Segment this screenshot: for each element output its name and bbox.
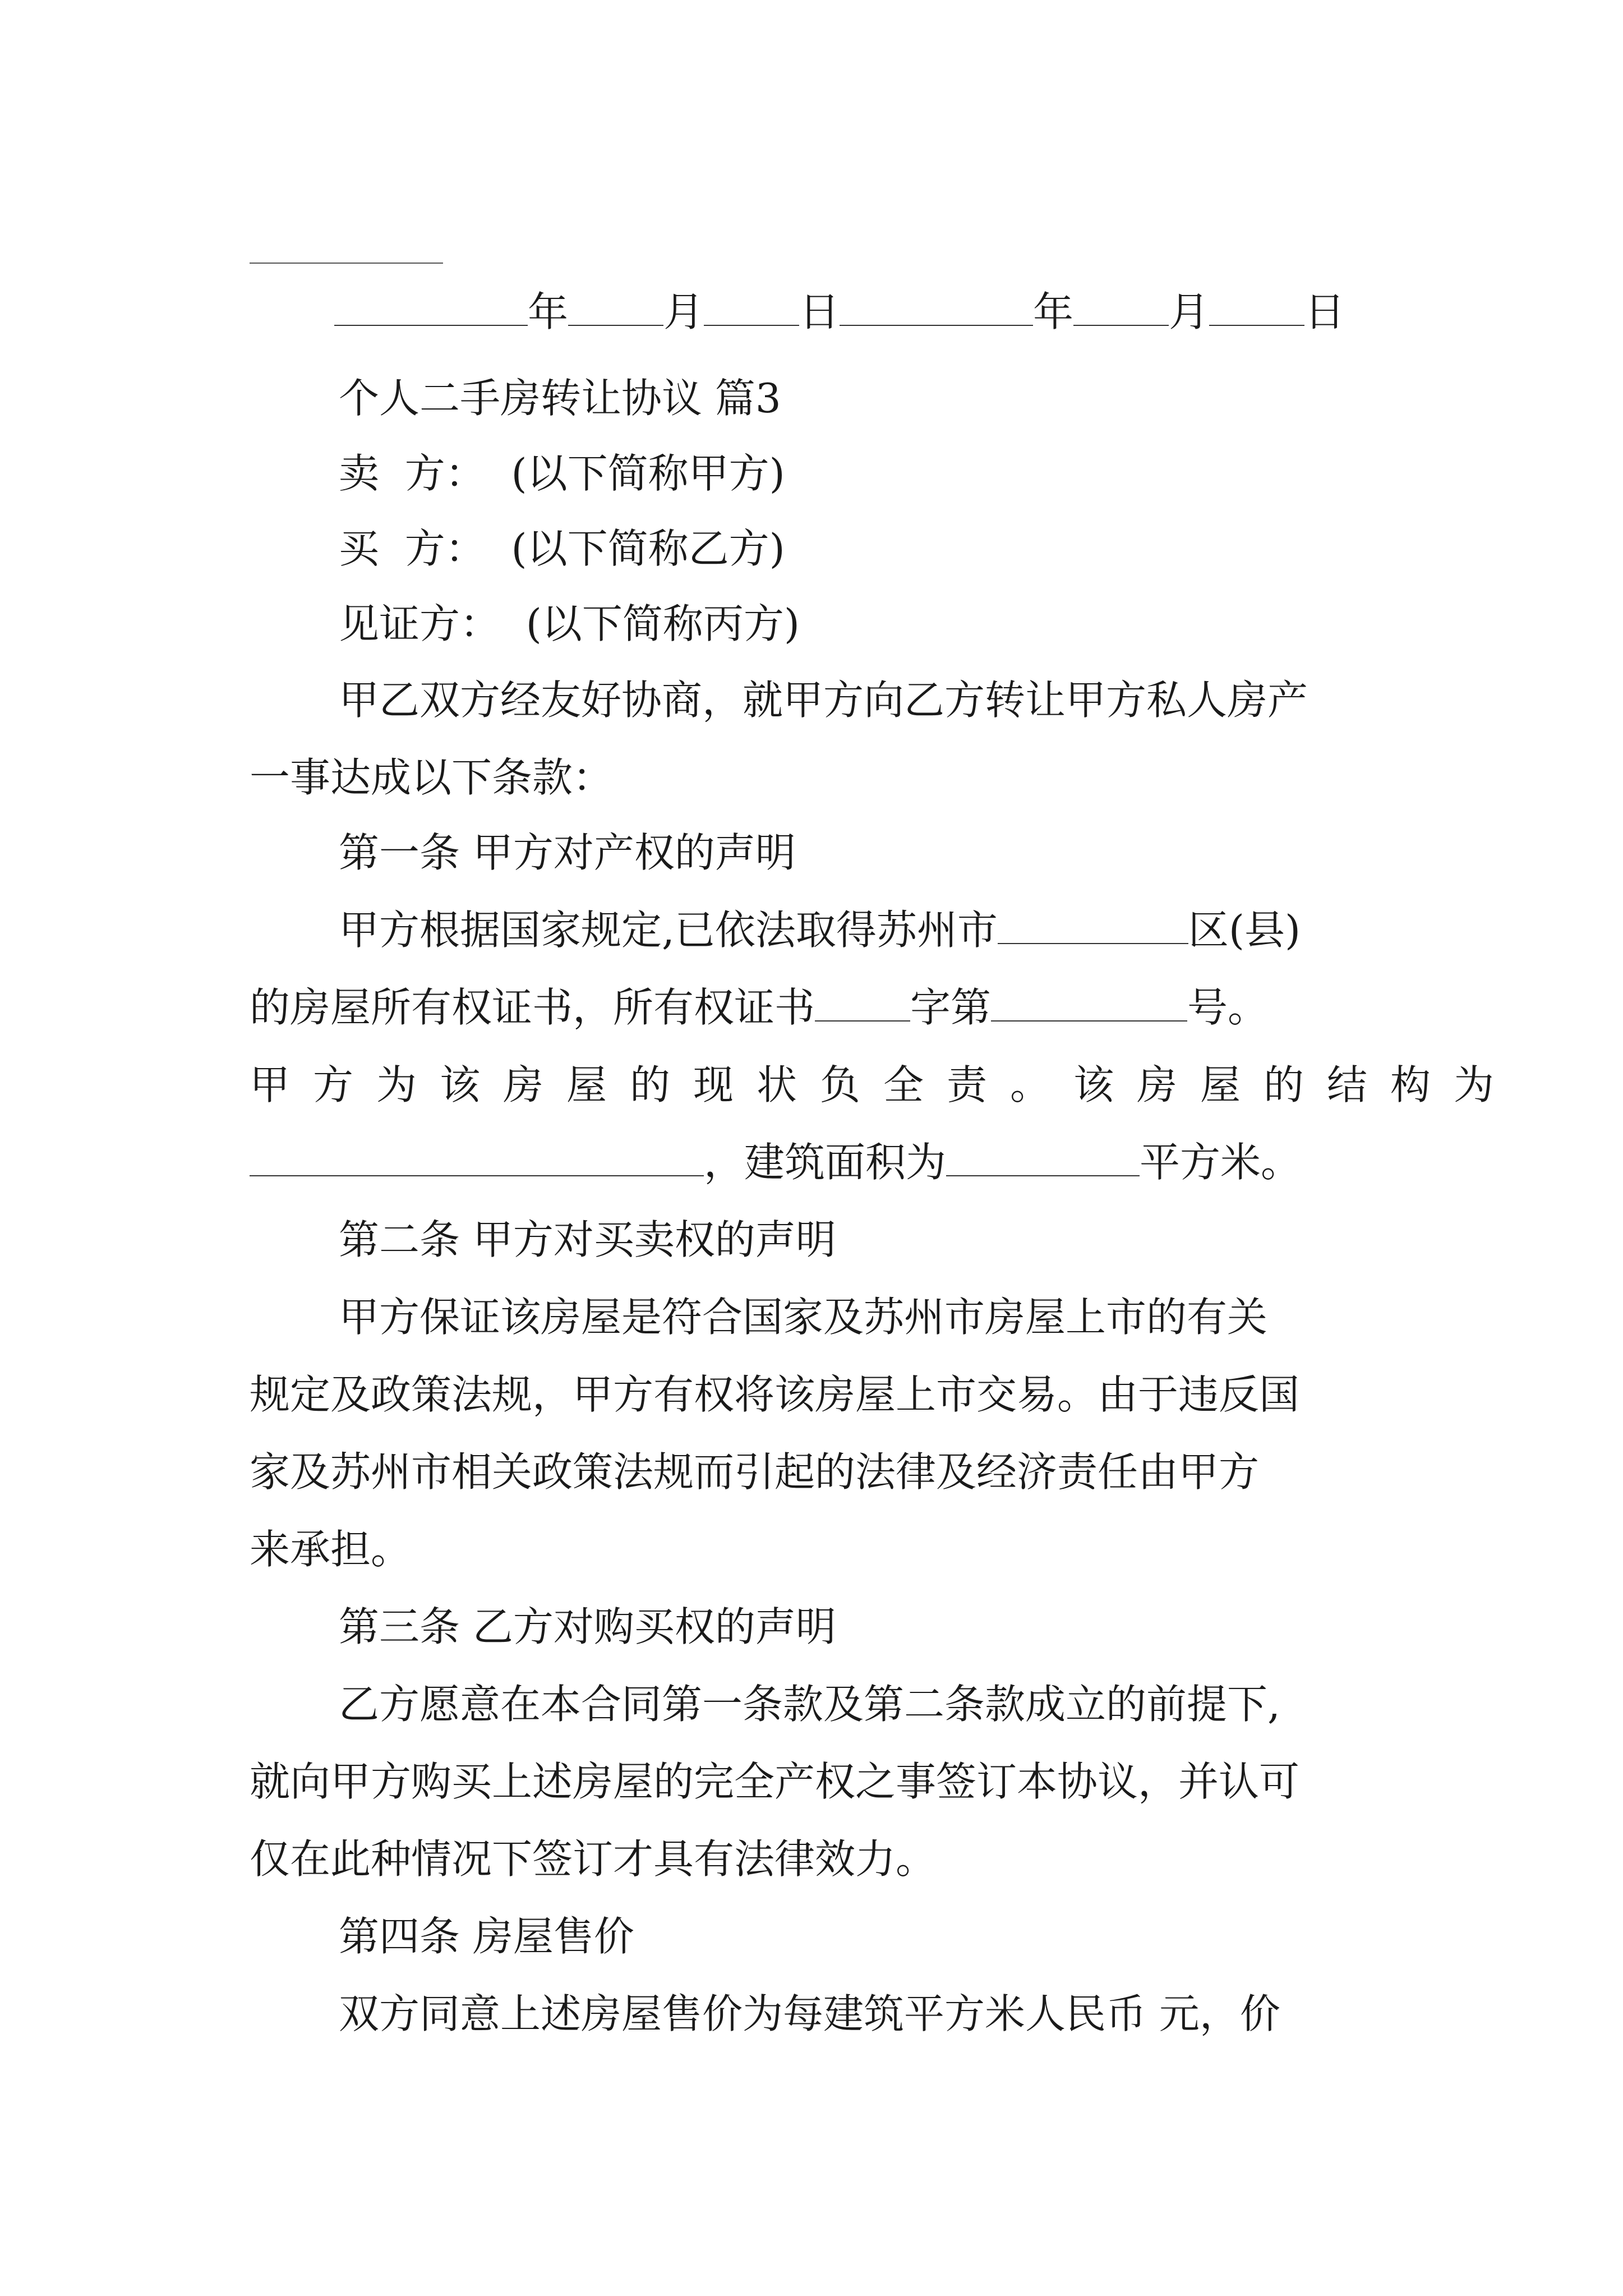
district-blank [998, 906, 1188, 944]
article-3-line: 就向甲方购买上述房屋的完全产权之事签订本协议，并认可 [250, 1758, 1300, 1805]
article-2-line: 规定及政策法规，甲方有权将该房屋上市交易。由于违反国 [250, 1371, 1300, 1418]
article-2-heading: 第二条 甲方对买卖权的声明 [339, 1216, 836, 1263]
document-title: 个人二手房转让协议 篇3 [339, 375, 781, 422]
article-2-line: 来承担。 [250, 1526, 412, 1573]
structure-blank [250, 1138, 704, 1176]
article-1-heading: 第一条 甲方对产权的声明 [339, 829, 796, 876]
article-3-line: 仅在此种情况下签订才具有法律效力。 [250, 1835, 937, 1883]
date-line: 年 月 日 年 月 日 [334, 287, 1345, 337]
article-2-line: 甲方保证该房屋是符合国家及苏州市房屋上市的有关 [339, 1294, 1268, 1341]
witness-line: 见证方： (以下简称丙方) [339, 600, 800, 647]
year-blank [840, 288, 1033, 326]
buyer-line: 买 方： (以下简称乙方) [339, 525, 785, 572]
signature-blank-line [250, 263, 443, 264]
seller-line: 卖 方： (以下简称甲方) [339, 450, 785, 497]
article-1-line: 的房屋所有权证书，所有权证书 字第 号。 [250, 984, 1269, 1031]
intro-line: 甲乙双方经友好协商，就甲方向乙方转让甲方私人房产 [339, 677, 1308, 724]
article-3-line: 乙方愿意在本合同第一条款及第二条款成立的前提下, [339, 1681, 1280, 1728]
article-1-line: ，建筑面积为 平方米。 [250, 1138, 1301, 1187]
article-4-heading: 第四条 房屋售价 [339, 1913, 634, 1960]
article-4-line: 双方同意上述房屋售价为每建筑平方米人民币 元，价 [339, 1990, 1280, 2037]
day-blank [704, 288, 799, 326]
month-blank [568, 288, 663, 326]
certificate-word-blank [815, 983, 910, 1022]
article-1-line: 甲方为该房屋的现状负全责。该房屋的结构为 [250, 1061, 1518, 1108]
intro-line: 一事达成以下条款： [250, 754, 614, 801]
certificate-number-blank [991, 983, 1187, 1022]
day-blank [1209, 288, 1304, 326]
article-3-heading: 第三条 乙方对购买权的声明 [339, 1603, 836, 1650]
month-blank [1073, 288, 1169, 326]
area-blank [946, 1138, 1140, 1176]
article-1-line: 甲方根据国家规定,已依法取得苏州市 区(县) [339, 907, 1301, 954]
article-2-line: 家及苏州市相关政策法规而引起的法律及经济责任由甲方 [250, 1448, 1260, 1496]
year-blank [334, 288, 528, 326]
